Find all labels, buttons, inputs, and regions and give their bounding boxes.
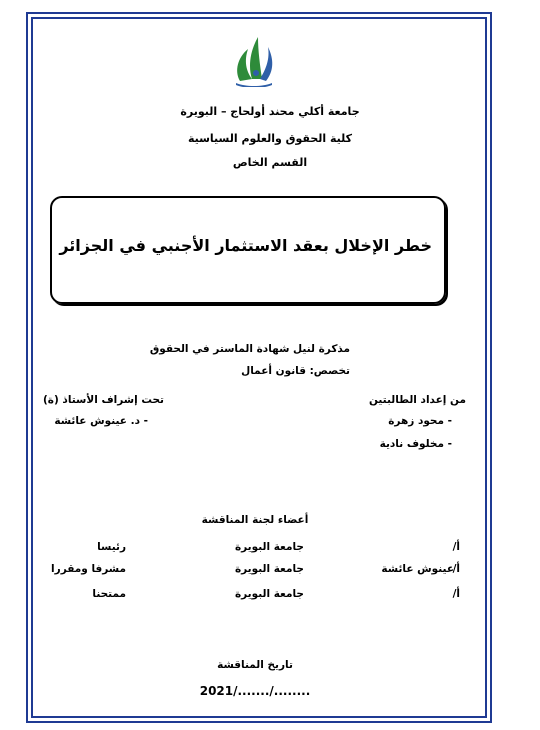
member-prefix: أ/ bbox=[452, 588, 460, 600]
supervisor-label: تحت إشراف الأستاذ (ة) bbox=[42, 394, 164, 406]
department-name: القسم الخاص bbox=[232, 156, 308, 169]
member-prefix: أ/ bbox=[452, 541, 460, 553]
thesis-title: خطر الإخلال بعقد الاستثمار الأجنبي في الجزائر bbox=[59, 236, 432, 255]
university-name: جامعة أكلي محند أولحاج – البويرة bbox=[180, 105, 360, 118]
supervisor-name: - د. عينوش عائشة bbox=[54, 415, 148, 427]
specialty-line: تخصص: قانون أعمال bbox=[241, 365, 350, 377]
student-name-1: - محود زهرة bbox=[388, 415, 452, 427]
student-name-2: - مخلوف نادية bbox=[379, 438, 452, 450]
member-institution: جامعة البويرة bbox=[234, 541, 304, 553]
university-logo-icon bbox=[232, 33, 276, 87]
committee-heading: أعضاء لجنة المناقشة bbox=[201, 514, 309, 526]
member-role: مشرفا ومقررا bbox=[51, 563, 126, 575]
defense-date-label: تاريخ المناقشة bbox=[217, 659, 293, 671]
degree-line: مذكرة لنيل شهادة الماستر في الحقوق bbox=[149, 343, 350, 355]
member-role: رئيسا bbox=[97, 541, 126, 553]
member-name: عينوش عائشة bbox=[381, 563, 454, 575]
member-role: ممتحنا bbox=[92, 588, 126, 600]
member-prefix: أ/ bbox=[452, 563, 460, 575]
member-institution: جامعة البويرة bbox=[234, 588, 304, 600]
defense-date-value: 2021/......./........ bbox=[199, 684, 311, 698]
member-institution: جامعة البويرة bbox=[234, 563, 304, 575]
students-label: من إعداد الطالبتين bbox=[368, 394, 466, 406]
faculty-name: كلية الحقوق والعلوم السياسية bbox=[187, 132, 353, 145]
